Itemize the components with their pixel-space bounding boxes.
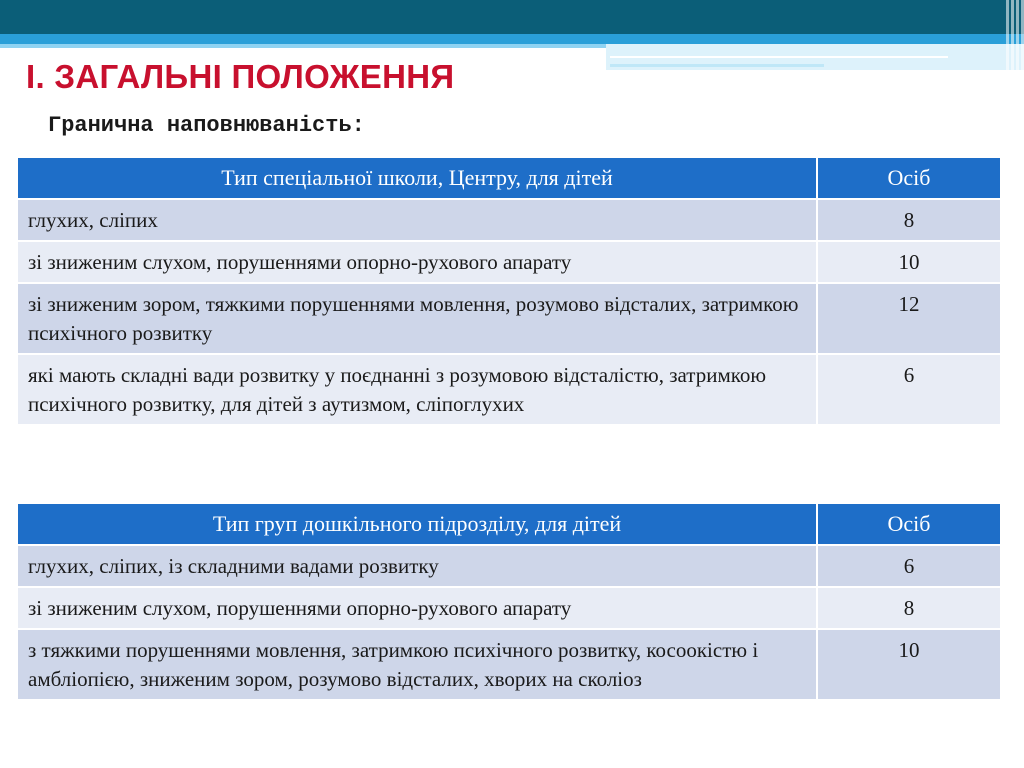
table-row [17,199,1001,241]
row-type-cell: які мають складні вади розвитку у поєднанні з розумовою відсталістю, затримкою психічного розвитку, для дітей з аутизмом, сліпоглухих [17,354,817,425]
column-header-type: Тип груп дошкільного підрозділу, для дітей [17,503,817,545]
table-header-row [17,157,1001,199]
row-type-cell: глухих, сліпих [17,199,817,241]
edge-stripe [1006,0,1009,70]
slide-title: І. ЗАГАЛЬНІ ПОЛОЖЕННЯ [26,58,455,95]
table-row [17,629,1001,700]
edge-stripe [1016,0,1019,70]
row-count-cell: 8 [817,587,1001,629]
row-count-cell: 12 [817,283,1001,354]
header-edge-stripes [994,0,1024,70]
table-row [17,283,1001,354]
row-count-cell: 6 [817,545,1001,587]
table-header-row [17,503,1001,545]
row-count-cell: 10 [817,241,1001,283]
column-header-count: Осіб [817,503,1001,545]
row-type-cell: зі зниженим зором, тяжкими порушеннями мовлення, розумово відсталих, затримкою психічного розвитку [17,283,817,354]
row-type-cell: глухих, сліпих, із складними вадами розвитку [17,545,817,587]
row-type-cell: з тяжкими порушеннями мовлення, затримкою психічного розвитку, косоокістю і амбліопією, зниженим зором, розумово відсталих, хворих на сколіоз [17,629,817,700]
row-type-cell: зі зниженим слухом, порушеннями опорно-рухового апарату [17,587,817,629]
preschool-capacity-table [16,502,1002,701]
row-count-cell: 6 [817,354,1001,425]
edge-stripe [1011,0,1014,70]
header-band-dark [0,0,1024,34]
row-count-cell: 10 [817,629,1001,700]
column-header-type: Тип спеціальної школи, Центру, для дітей [17,157,817,199]
table-row [17,587,1001,629]
row-count-cell: 8 [817,199,1001,241]
header-decor-line [610,64,824,67]
header-decor-line [610,56,948,58]
table-row [17,545,1001,587]
school-capacity-table [16,156,1002,426]
column-header-count: Осіб [817,157,1001,199]
row-type-cell: зі зниженим слухом, порушеннями опорно-рухового апарату [17,241,817,283]
header-band-mid [0,34,1024,44]
slide-subtitle: Гранична наповнюваність: [48,113,365,138]
table-row [17,241,1001,283]
table-row [17,354,1001,425]
